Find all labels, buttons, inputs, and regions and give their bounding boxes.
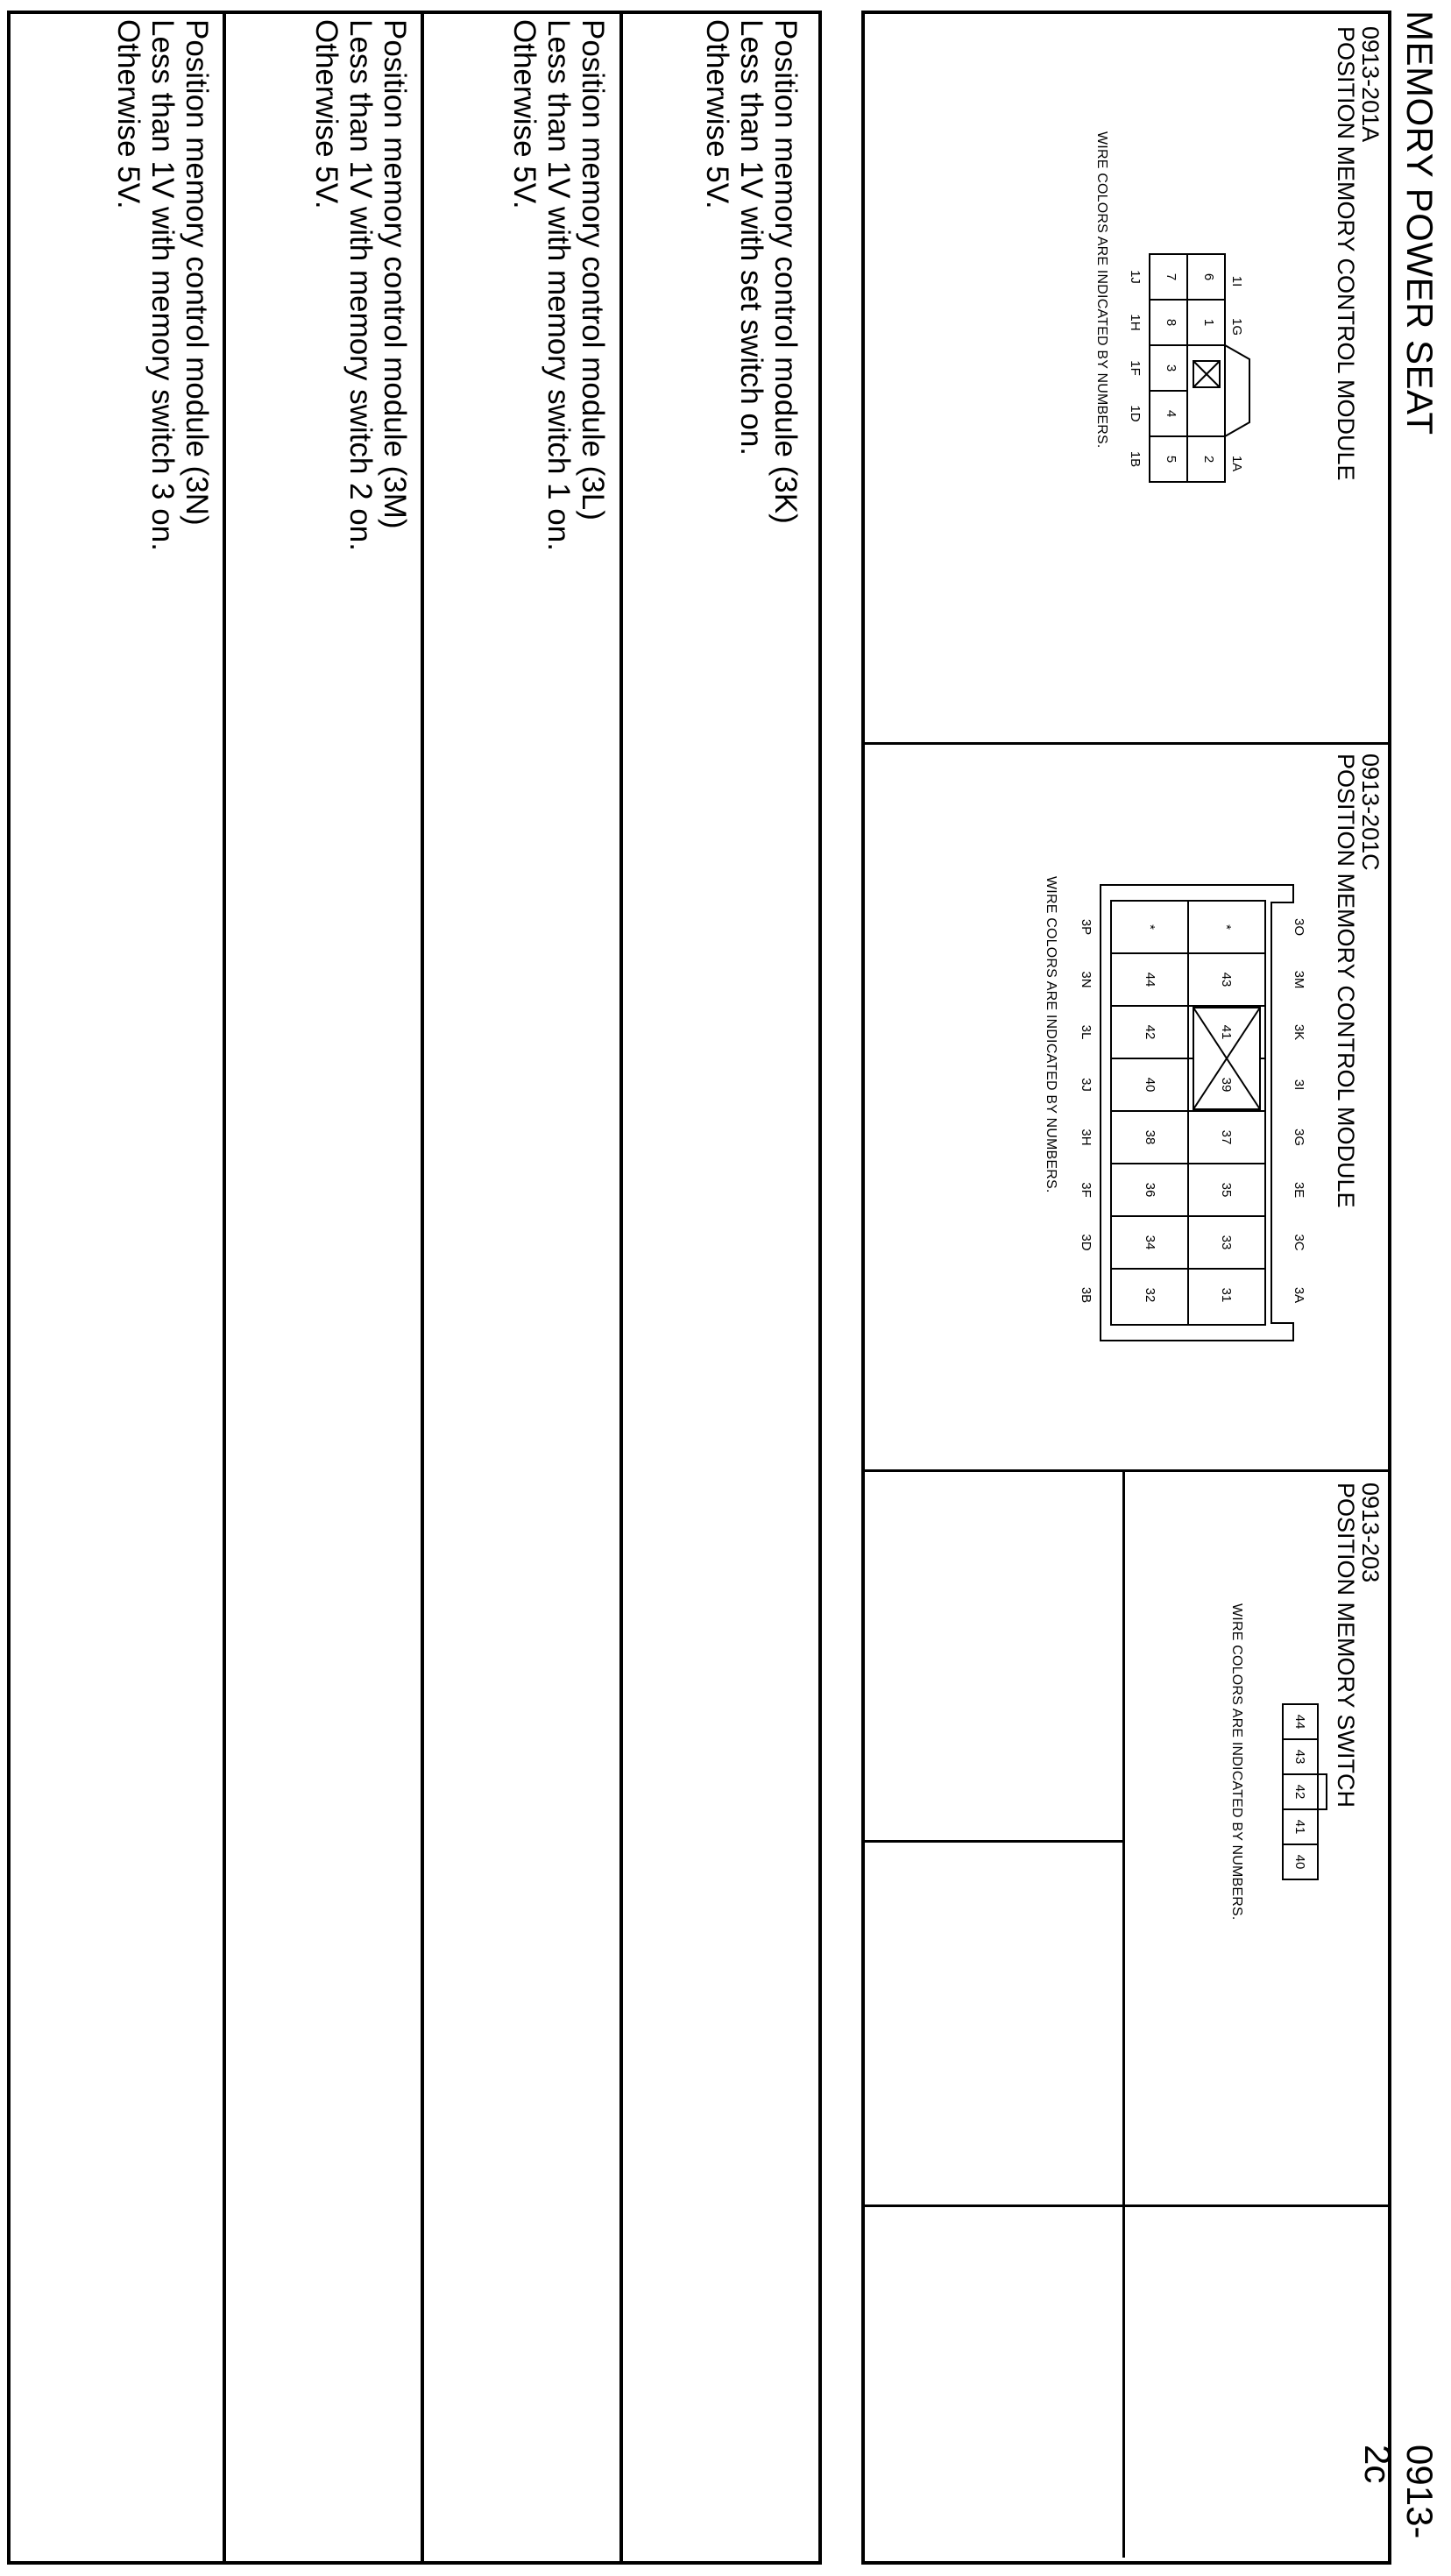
pin-label: 3O [1292, 917, 1306, 936]
pin-label: 1F [1128, 360, 1143, 376]
wire-color-note: WIRE COLORS ARE INDICATED BY NUMBERS. [1229, 1603, 1244, 1921]
pin-cell: 44 [1292, 1714, 1307, 1730]
pin-cell: 6 [1201, 272, 1216, 281]
pin-label: 3M [1292, 970, 1306, 989]
pin-cell: 41 [1292, 1819, 1307, 1835]
page-number: 0913-2c [1357, 2445, 1440, 2539]
description-line: Less than 1V with set switch on. [734, 19, 768, 456]
connector-2-shape [1074, 867, 1320, 1358]
pin-label: 1B [1128, 450, 1143, 468]
pin-cell: 5 [1164, 455, 1178, 464]
pin-cell: 8 [1164, 318, 1178, 327]
pin-cell: 43 [1219, 972, 1234, 987]
connector-code: 0913-201A [1357, 26, 1384, 143]
connector-divider-3 [861, 2204, 1391, 2207]
pin-cell: * [1143, 924, 1157, 930]
pin-cell: 32 [1143, 1287, 1157, 1303]
pin-label: 1G [1229, 317, 1244, 336]
connector-name: POSITION MEMORY CONTROL MODULE [1333, 754, 1359, 1208]
connector-code: 0913-203 [1357, 1483, 1384, 1583]
description-line: Otherwise 5V. [309, 19, 343, 209]
pin-cell: 37 [1219, 1129, 1234, 1145]
pin-label: 3G [1292, 1128, 1306, 1146]
wire-color-note: WIRE COLORS ARE INDICATED BY NUMBERS. [1094, 131, 1109, 449]
pin-cell: 40 [1143, 1077, 1157, 1093]
connector-divider-1 [861, 742, 1391, 745]
connector-code: 0913-201C [1357, 754, 1384, 871]
pin-label: 3L [1079, 1024, 1094, 1040]
page-title: MEMORY POWER SEAT [1399, 11, 1440, 435]
pin-cell: 44 [1143, 972, 1157, 987]
pin-cell: 7 [1164, 272, 1178, 281]
connector-divider-5 [861, 1840, 1125, 1843]
pin-cell: 41 [1219, 1024, 1234, 1040]
pin-cell: 33 [1219, 1235, 1234, 1250]
pin-cell: 35 [1219, 1182, 1234, 1198]
pin-cell: 36 [1143, 1182, 1157, 1198]
description-line: Less than 1V with memory switch 1 on. [541, 19, 576, 551]
pin-label: 1J [1128, 270, 1143, 284]
pin-cell: * [1219, 924, 1234, 930]
pin-cell: 34 [1143, 1235, 1157, 1250]
pin-label: 3P [1079, 918, 1094, 936]
row-divider [421, 11, 424, 2565]
pin-label: 1I [1229, 275, 1244, 287]
pin-label: 3E [1292, 1181, 1306, 1199]
description-line: Position memory control module (3L) [576, 19, 610, 520]
pin-cell: 2 [1201, 455, 1216, 464]
connector-divider-2 [861, 1469, 1391, 1472]
pin-cell: 42 [1292, 1784, 1307, 1800]
description-line: Position memory control module (3K) [768, 19, 803, 524]
pin-cell: 4 [1164, 409, 1178, 418]
pin-cell: 39 [1219, 1077, 1234, 1093]
pin-cell: 31 [1219, 1287, 1234, 1303]
description-line: Less than 1V with memory switch 3 on. [145, 19, 180, 551]
connector-divider-4 [1122, 1469, 1125, 2558]
pin-label: 3K [1292, 1023, 1306, 1041]
description-row [309, 19, 412, 551]
description-row [507, 19, 610, 551]
description-line: Otherwise 5V. [111, 19, 145, 209]
pin-label: 3D [1079, 1234, 1094, 1251]
description-line: Less than 1V with memory switch 2 on. [343, 19, 378, 551]
pin-label: 1D [1128, 405, 1143, 422]
pin-label: 3B [1079, 1286, 1094, 1304]
description-line: Position memory control module (3N) [180, 19, 214, 526]
pin-label: 3N [1079, 971, 1094, 988]
pin-cell: 3 [1164, 364, 1178, 372]
wire-color-note: WIRE COLORS ARE INDICATED BY NUMBERS. [1044, 876, 1058, 1193]
row-divider [223, 11, 226, 2565]
row-divider [619, 11, 623, 2565]
description-line: Position memory control module (3M) [378, 19, 412, 529]
description-row [111, 19, 214, 551]
pin-label: 3I [1292, 1079, 1306, 1091]
pin-label: 3A [1292, 1286, 1306, 1304]
pin-label: 3F [1079, 1182, 1094, 1198]
description-line: Otherwise 5V. [507, 19, 541, 209]
connector-name: POSITION MEMORY CONTROL MODULE [1333, 26, 1359, 481]
pin-label: 3C [1292, 1234, 1306, 1251]
pin-cell: 1 [1201, 318, 1216, 327]
pin-cell: 43 [1292, 1749, 1307, 1765]
connector-name: POSITION MEMORY SWITCH [1333, 1483, 1359, 1808]
description-row [700, 19, 803, 524]
pin-cell: 42 [1143, 1024, 1157, 1040]
description-line: Otherwise 5V. [700, 19, 734, 209]
pin-label: 3H [1079, 1129, 1094, 1146]
pin-cell: 38 [1143, 1129, 1157, 1145]
pin-label: 1H [1128, 314, 1143, 331]
pin-cell: 40 [1292, 1854, 1307, 1870]
pin-label: 3J [1079, 1078, 1094, 1092]
pin-label: 1A [1229, 455, 1244, 472]
